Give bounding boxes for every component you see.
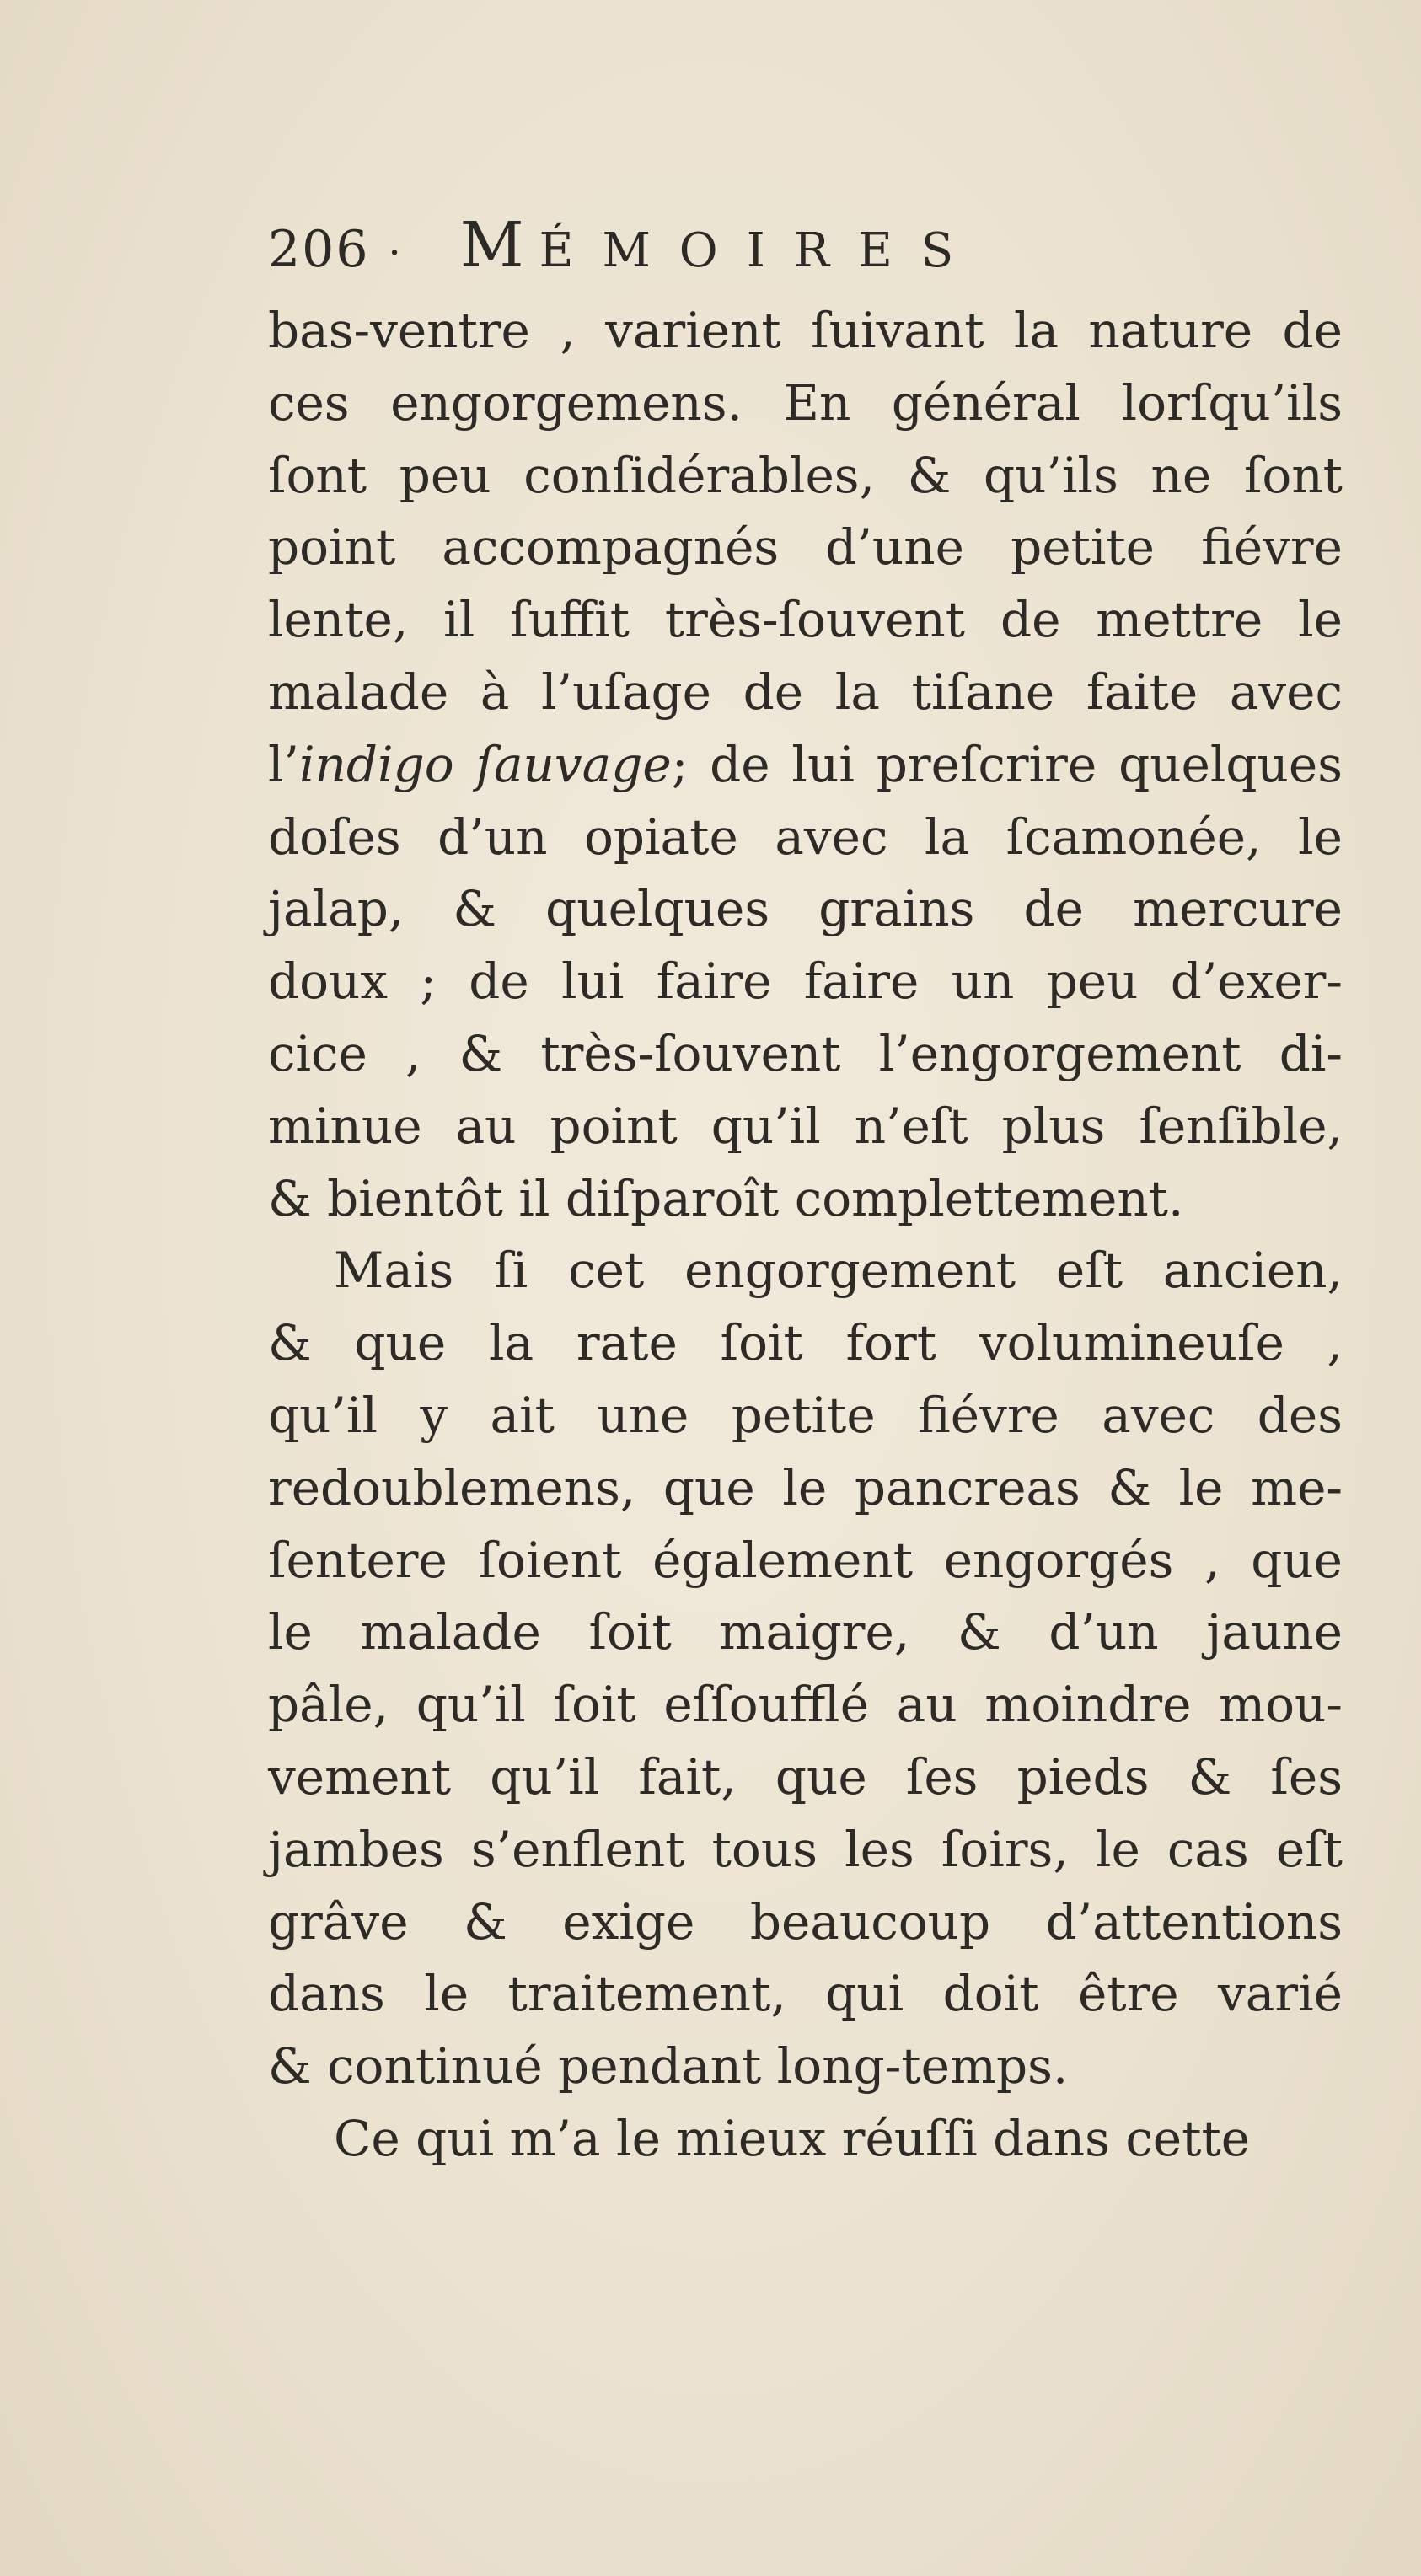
text-line: & bientôt il diſparoît complettement.: [268, 1169, 1184, 1227]
text-line: ſont peu conſidérables, & qu’ils ne ſont: [268, 446, 1343, 504]
text-line: point accompagnés d’une petite fiévre: [268, 518, 1343, 577]
page-number: 206: [268, 220, 370, 279]
text-line: vement qu’il fait, que ſes pieds & ſes: [268, 1747, 1343, 1806]
text-line: redoublemens, que le pancreas & le me-: [268, 1458, 1343, 1516]
text-line-prefix: l’: [268, 735, 299, 793]
text-line: dans le traitement, qui doit être varié: [268, 1965, 1343, 2023]
text-line: qu’il y ait une petite fiévre avec des: [268, 1386, 1343, 1444]
text-line: cice , & très-ſouvent l’engorgement di-: [268, 1024, 1343, 1082]
text-line: doſes d’un opiate avec la ſcamonée, le: [268, 808, 1343, 866]
body-text: [268, 295, 1343, 2176]
text-line: jalap, & quelques grains de mercure: [268, 880, 1343, 938]
text-line: lente, il ſuffit très-ſouvent de mettre le: [268, 591, 1343, 649]
text-line: bas-ventre , varient ſuivant la nature de: [268, 302, 1343, 359]
text-line: grâve & exige beaucoup d’attentions: [268, 1892, 1343, 1951]
header-separator: ·: [388, 229, 401, 276]
text-line: minue au point qu’il n’eſt plus ſenſible,: [268, 1097, 1343, 1155]
text-line: pâle, qu’il ſoit eſſoufflé au moindre mou-: [268, 1676, 1343, 1734]
text-line: ſentere ſoient également engorgés , que: [268, 1531, 1343, 1589]
text-line: jambes s’enflent tous les ſoirs, le cas eſt: [268, 1820, 1343, 1878]
running-title-initial: M: [459, 209, 539, 282]
page-header: [268, 209, 982, 285]
text-line: doux ; de lui faire faire un peu d’exer-: [268, 953, 1343, 1011]
text-line: le malade ſoit maigre, & d’un jaune: [268, 1603, 1343, 1661]
italic-term: indigo ſauvage: [299, 735, 672, 793]
running-title: [460, 209, 982, 282]
text-line: Mais ſi cet engorgement eſt ancien,: [334, 1242, 1343, 1300]
text-line: [268, 729, 1343, 802]
text-line-suffix: ; de lui preſcrire quelques: [671, 735, 1343, 793]
text-line: & que la rate ſoit fort volumineuſe ,: [268, 1314, 1343, 1372]
text-line: Ce qui m’a le mieux réuſſi dans cette: [334, 2109, 1251, 2167]
text-line: ces engorgemens. En général lorſqu’ils: [268, 373, 1343, 432]
text-line: & continué pendant long-temps.: [268, 2037, 1069, 2096]
text-line: malade à l’uſage de la tiſane faite avec: [268, 663, 1343, 721]
running-title-rest: ÉMOIRES: [539, 223, 983, 278]
